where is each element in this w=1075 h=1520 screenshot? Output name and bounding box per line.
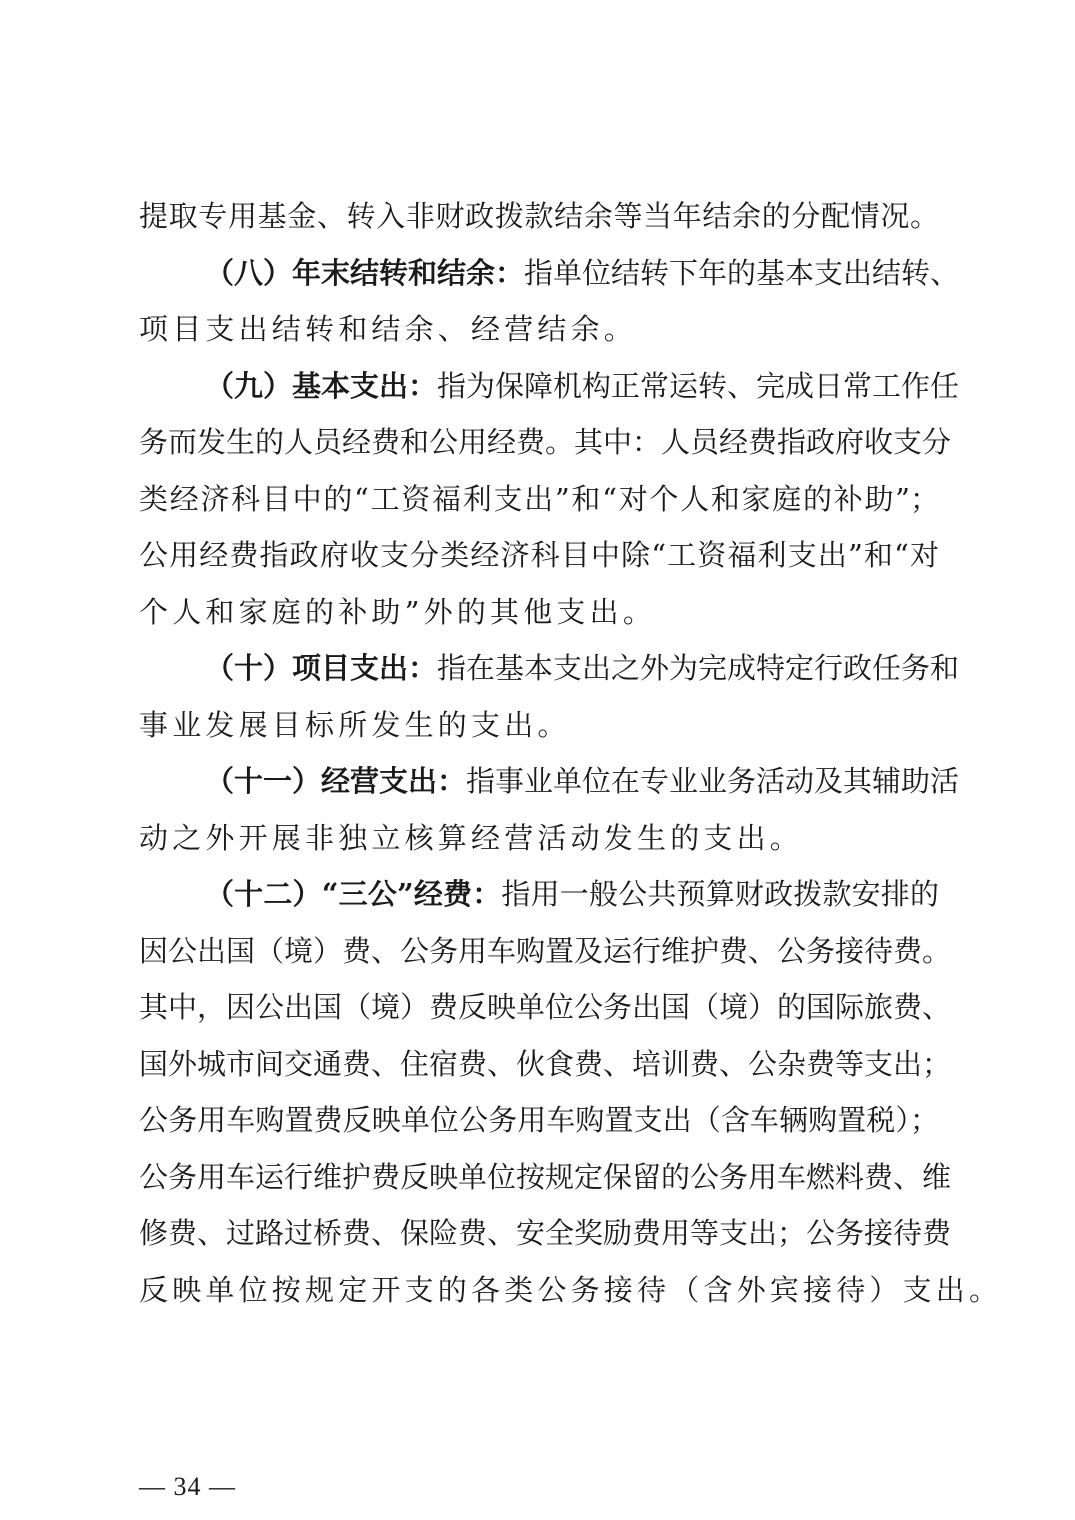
paragraph-line: 公务用车购置费反映单位公务用车购置支出（含车辆购置税）； bbox=[139, 1103, 939, 1137]
paragraph-line: 动之外开展非独立核算经营活动发生的支出。 bbox=[139, 820, 804, 855]
paragraph-line: 项目支出结转和结余、经营结余。 bbox=[139, 312, 638, 346]
item-heading: （九）基本支出： bbox=[205, 368, 438, 403]
paragraph-line: 公务用车运行维护费反映单位按规定保留的公务用车燃料费、维 bbox=[139, 1159, 952, 1194]
item-heading: （八）年末结转和结余： bbox=[205, 255, 525, 290]
paragraph-line: 务而发生的人员经费和公用经费。其中：人员经费指政府收支分 bbox=[139, 425, 952, 459]
paragraph-line: 其中，因公出国（境）费反映单位公务出国（境）的国际旅费、 bbox=[139, 990, 952, 1024]
paragraph-line: 事业发展目标所发生的支出。 bbox=[139, 707, 571, 742]
paragraph-line: 反映单位按规定开支的各类公务接待（含外宾接待）支出。 bbox=[139, 1272, 1003, 1307]
paragraph-line-item-11: （十一）经营支出：指事业单位在专业业务活动及其辅助活 bbox=[205, 764, 960, 798]
paragraph-line: 修费、过路过桥费、保险费、安全奖励费用等支出；公务接待费 bbox=[139, 1216, 952, 1250]
paragraph-line: 提取专用基金、转入非财政拨款结余等当年结余的分配情况。 bbox=[139, 199, 939, 233]
paragraph-line-item-8: （八）年末结转和结余：指单位结转下年的基本支出结转、 bbox=[205, 255, 960, 290]
paragraph-line: 因公出国（境）费、公务用车购置及运行维护费、公务接待费。 bbox=[139, 933, 952, 968]
body-text bbox=[139, 188, 1003, 1318]
paragraph-line-item-12: （十二）“三公”经费：指用一般公共预算财政拨款安排的 bbox=[205, 877, 939, 911]
item-heading: （十）项目支出： bbox=[205, 651, 438, 685]
page-number: — 34 — bbox=[139, 1472, 236, 1501]
paragraph-line: 个人和家庭的补助”外的其他支出。 bbox=[139, 594, 657, 629]
item-heading: （十一）经营支出： bbox=[205, 764, 467, 798]
paragraph-line-item-9: （九）基本支出：指为保障机构正常运转、完成日常工作任 bbox=[205, 368, 960, 403]
paragraph-line: 国外城市间交通费、住宿费、伙食费、培训费、公杂费等支出； bbox=[139, 1046, 952, 1081]
item-heading: （十二）“三公”经费： bbox=[205, 877, 502, 911]
paragraph-line: 类经济科目中的“工资福利支出”和“对个人和家庭的补助”； bbox=[139, 481, 939, 516]
paragraph-line-item-10: （十）项目支出：指在基本支出之外为完成特定行政任务和 bbox=[205, 651, 960, 685]
paragraph-line: 公用经费指政府收支分类经济科目中除“工资福利支出”和“对 bbox=[139, 538, 939, 572]
